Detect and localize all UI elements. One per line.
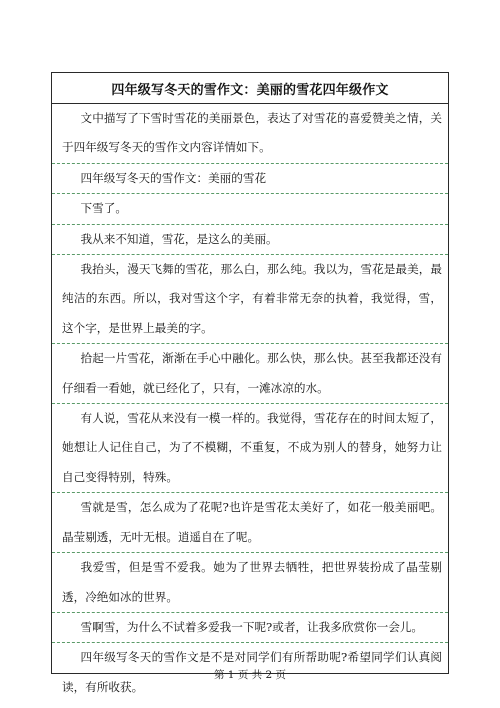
paragraph-subtitle: 四年级写冬天的雪作文：美丽的雪花: [52, 164, 448, 194]
paragraph: 雪就是雪，怎么成为了花呢?也许是雪花太美好了，如花一般美丽吧。晶莹剔透，无叶无根。逍遥自在了呢。: [52, 493, 448, 553]
paragraph: 我爱雪，但是雪不爱我。她为了世界去牺牲，把世界装扮成了晶莹剔透，冷绝如冰的世界。: [52, 553, 448, 613]
page-footer: [0, 667, 500, 682]
paragraph: 雪啊雪，为什么不试着多爱我一下呢?或者，让我多欣赏你一会儿。: [52, 613, 448, 643]
paragraph-closing: 四年级写冬天的雪作文是不是对同学们有所帮助呢?希望同学们认真阅读，有所收获。: [62, 650, 442, 694]
paragraph: 有人说，雪花从来没有一模一样的。我觉得，雪花存在的时间太短了，她想让人记住自己，为了不模糊，不重复，不成为别人的替身，她努力让自己变得特别，特殊。: [52, 404, 448, 493]
paragraph: 我从来不知道，雪花，是这么的美丽。: [52, 225, 448, 255]
paragraph: 我抬头，漫天飞舞的雪花，那么白，那么纯。我以为，雪花是最美，最纯洁的东西。所以，我对雪这个字，有着非常无奈的执着，我觉得，雪，这个字，是世界上最美的字。: [52, 255, 448, 344]
paragraph-intro: 文中描写了下雪时雪花的美丽景色，表达了对雪花的喜爱赞美之情，关于四年级写冬天的雪作文内容详情如下。: [52, 104, 448, 164]
document-title: 四年级写冬天的雪作文：美丽的雪花四年级作文: [52, 73, 448, 104]
paragraph: 拾起一片雪花，渐渐在手心中融化。那么快，那么快。甚至我都还没有仔细看一看她，就已经化了，只有，一滩冰凉的水。: [52, 344, 448, 404]
page-number-label: 第 1 页 共 2 页: [213, 669, 287, 681]
paragraph: 下雪了。: [52, 194, 448, 224]
